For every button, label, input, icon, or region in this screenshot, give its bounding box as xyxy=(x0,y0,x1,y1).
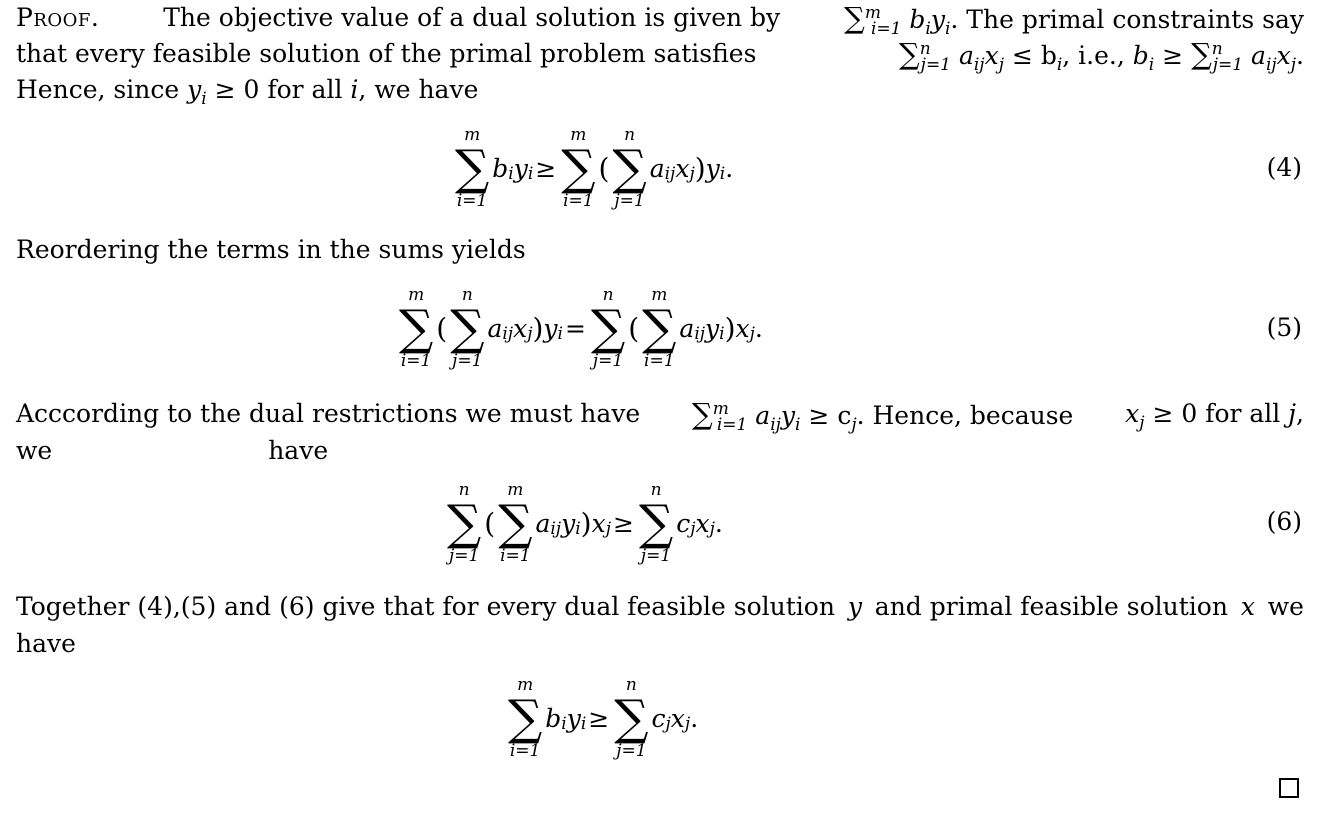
dual-text-line-1: Acccording to the dual restrictions we must have ∑$^m_{i=1}$ $a_{ij}y_i \ge c_j$. Hence, because $x_j \ge 0$ for all j, xyxy=(16,397,1304,435)
sum-operator: n ∑ j=1 xyxy=(590,285,626,371)
inline-sum-1: ∑$^m_{i=1}$ $b_iy_i$. The primal constraints say xyxy=(844,1,1304,39)
equation-4: m ∑ i=1 b i y i ≥ m ∑ i=1 ( n ∑ j=1 a ij x j ) y i . xyxy=(455,125,734,211)
equation-final: m ∑ i=1 b i y i ≥ n ∑ j=1 c j x j . xyxy=(508,675,699,761)
proof-text-2: that every feasible solution of the primal problem satisfies xyxy=(16,39,757,68)
equation-6: n ∑ j=1 ( m ∑ i=1 a ij y i ) x j ≥ n ∑ j=1 c j x j . xyxy=(447,480,723,566)
dual-text-line-2: we have xyxy=(16,436,329,465)
inline-dual-constraint: ∑$^m_{i=1}$ $a_{ij}y_i \ge c_j$. Hence, because xyxy=(692,397,1074,435)
sum-operator: m ∑ i=1 xyxy=(399,285,434,371)
together-text-line-2: have xyxy=(16,629,76,658)
qed-square xyxy=(1279,778,1299,798)
sum-operator: n ∑ j=1 xyxy=(612,125,647,211)
sum-operator: m ∑ i=1 xyxy=(561,125,596,211)
sum-operator: m ∑ i=1 xyxy=(508,675,543,761)
inline-constraint: ∑$^n_{j=1}$ $a_{ij}x_j \le b_i$, i.e., $b_i \ge \sum^n_{j=1}$ $a_{ij}x_j$. xyxy=(899,37,1304,75)
equation-number-4: (4) xyxy=(1266,153,1302,182)
proof-text-1: The objective value of a dual solution is given by xyxy=(163,3,781,32)
equation-number-5: (5) xyxy=(1266,313,1302,342)
sum-operator: n ∑ j=1 xyxy=(450,285,485,371)
sum-operator: m ∑ i=1 xyxy=(498,480,533,566)
proof-label: Proof. xyxy=(16,3,100,32)
equation-number-6: (6) xyxy=(1266,507,1302,536)
sum-operator: m ∑ i=1 xyxy=(455,125,490,211)
proof-line-2 xyxy=(16,39,1304,74)
sum-operator: n ∑ j=1 xyxy=(638,480,674,566)
proof-line-3: Hence, since $y_i \ge 0$ for all i, we have xyxy=(16,75,479,109)
equation-5: m ∑ i=1 ( n ∑ j=1 a ij x j ) y i = n ∑ j=1 ( m ∑ i=1 a ij y i ) x j . xyxy=(399,285,763,371)
sum-operator: n ∑ j=1 xyxy=(447,480,482,566)
sum-operator: m ∑ i=1 xyxy=(642,285,677,371)
reorder-text: Reordering the terms in the sums yields xyxy=(16,235,526,264)
together-text-line-1: Together (4),(5) and (6) give that for every dual feasible solution y and primal feasible solution x we xyxy=(16,592,1304,621)
sum-operator: n ∑ j=1 xyxy=(614,675,649,761)
proof-line-1 xyxy=(16,3,1304,38)
